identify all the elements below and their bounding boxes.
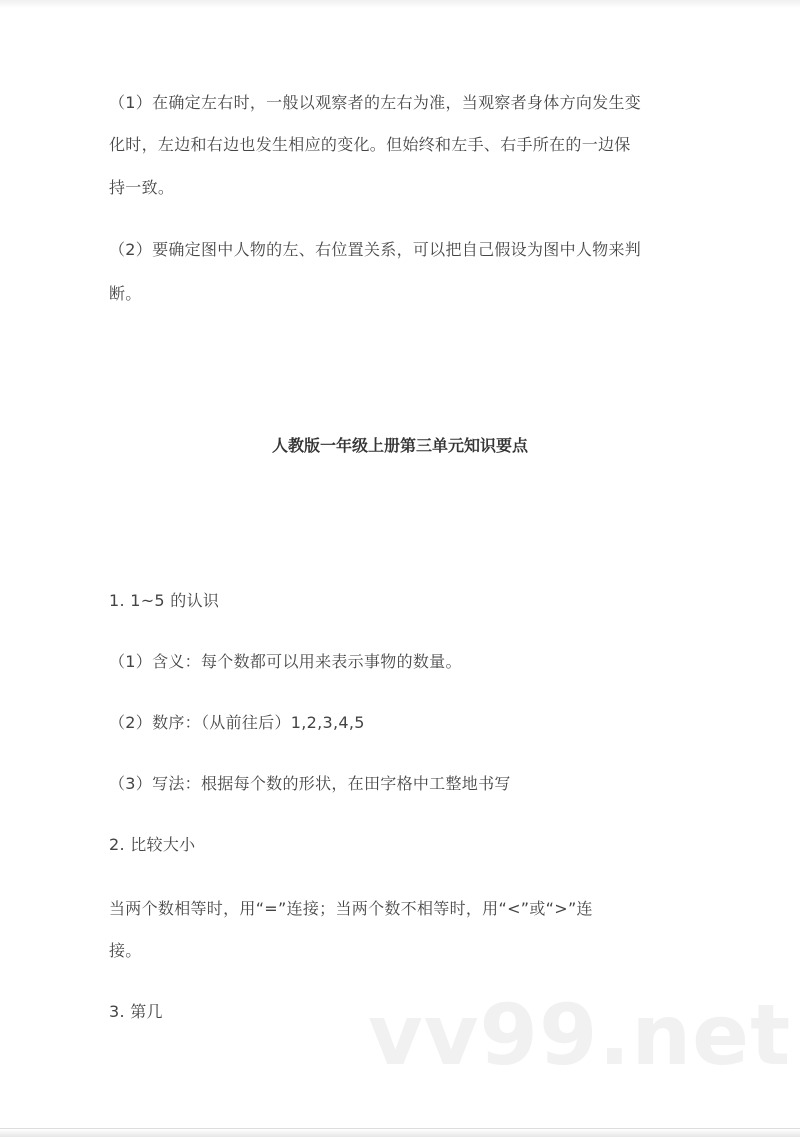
section-2-title: 2. 比较大小 [109,835,196,854]
paragraph-1-line-3: 持一致。 [109,178,175,197]
section-1-item-2: （2）数序：（从前往后）1,2,3,4,5 [109,713,365,732]
section-3-title: 3. 第几 [109,1002,163,1021]
paragraph-2-line-1: （2）要确定图中人物的左、右位置关系，可以把自己假设为图中人物来判 [109,240,642,259]
section-heading: 人教版一年级上册第三单元知识要点 [271,436,528,455]
page-bottom-edge [0,1128,800,1137]
section-1-item-3: （3）写法：根据每个数的形状，在田字格中工整地书写 [109,774,511,793]
paragraph-2-line-2: 断。 [109,284,142,303]
paragraph-1-line-2: 化时，左边和右边也发生相应的变化。但始终和左手、右手所在的一边保 [109,135,631,154]
section-1-item-1: （1）含义：每个数都可以用来表示事物的数量。 [109,652,462,671]
section-2-line-2: 接。 [109,941,142,960]
watermark: vv99.net [368,986,792,1084]
section-2-line-1: 当两个数相等时，用“=”连接；当两个数不相等时，用“<”或“>”连 [109,899,593,918]
section-1-title: 1. 1~5 的认识 [109,591,220,610]
paragraph-1-line-1: （1）在确定左右时，一般以观察者的左右为准，当观察者身体方向发生变 [109,93,642,112]
